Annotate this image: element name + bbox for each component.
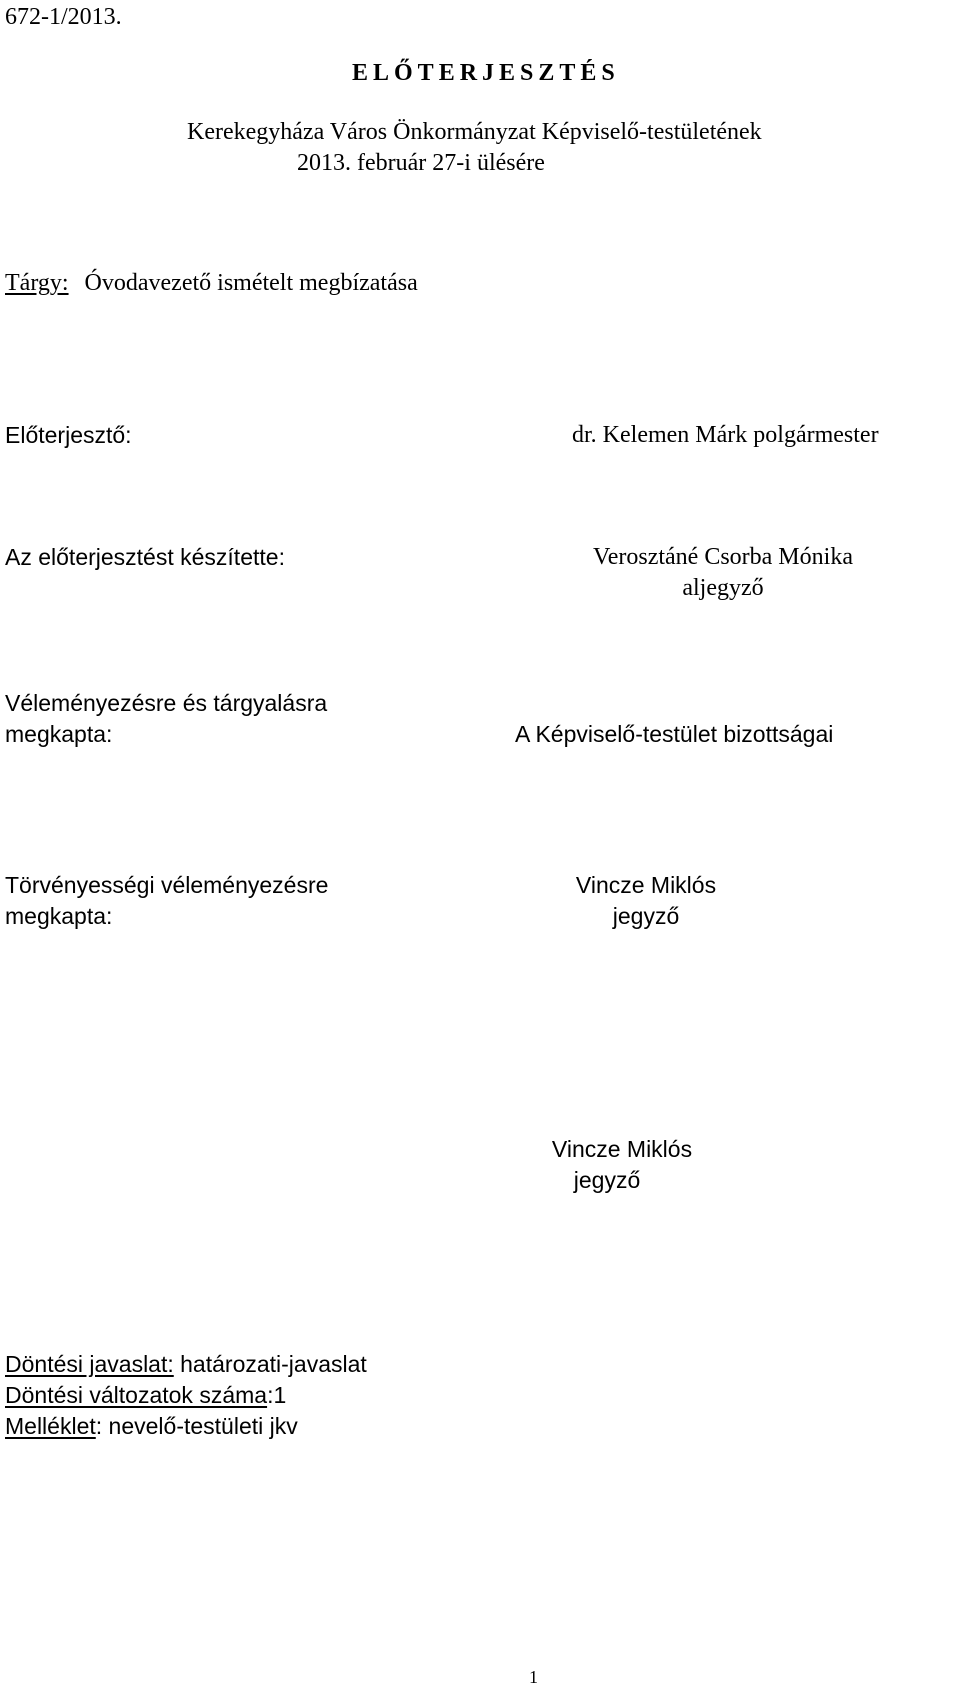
decision-row [5, 1349, 367, 1379]
legal-review-role: jegyző [612, 903, 680, 929]
presenter-value: dr. Kelemen Márk polgármester [572, 422, 879, 448]
decision-value: határozati-javaslat [180, 1351, 367, 1377]
page-number: 1 [529, 1667, 538, 1687]
legal-review-name: Vincze Miklós [575, 872, 717, 898]
prepared-by-name: Verosztáné Csorba Mónika [593, 544, 853, 570]
review-label-line-2: megkapta: [5, 721, 113, 747]
prepared-by-label: Az előterjesztést készítette: [5, 544, 285, 570]
subtitle-line-1: Kerekegyháza Város Önkormányzat Képviselő-testületének [187, 119, 762, 145]
attachment-label: Melléklet [5, 1413, 96, 1439]
legal-review-label-line-1: Törvényességi véleményezésre [5, 872, 329, 898]
variants-label: Döntési változatok száma [5, 1382, 268, 1408]
document-title: ELŐTERJESZTÉS [352, 60, 620, 86]
variants-value: :1 [267, 1382, 287, 1408]
signature-name: Vincze Miklós [551, 1136, 693, 1162]
document-number: 672-1/2013. [5, 4, 122, 30]
subject-value: Óvodavezető ismételt megbízatása [84, 270, 418, 296]
legal-review-label-line-2: megkapta: [5, 903, 113, 929]
attachment-value: : nevelő-testületi jkv [95, 1413, 298, 1439]
presenter-label: Előterjesztő: [5, 422, 132, 448]
review-value: A Képviselő-testület bizottságai [515, 721, 834, 747]
signature-role: jegyző [573, 1167, 641, 1193]
variants-row [5, 1380, 286, 1410]
review-label-line-1: Véleményezésre és tárgyalásra [5, 690, 328, 716]
subtitle-line-2: 2013. február 27-i ülésére [297, 150, 545, 176]
prepared-by-role: aljegyző [682, 575, 764, 601]
attachment-row [5, 1411, 298, 1441]
decision-label: Döntési javaslat: [5, 1351, 174, 1377]
subject-row [5, 268, 418, 298]
subject-label: Tárgy: [5, 270, 69, 296]
